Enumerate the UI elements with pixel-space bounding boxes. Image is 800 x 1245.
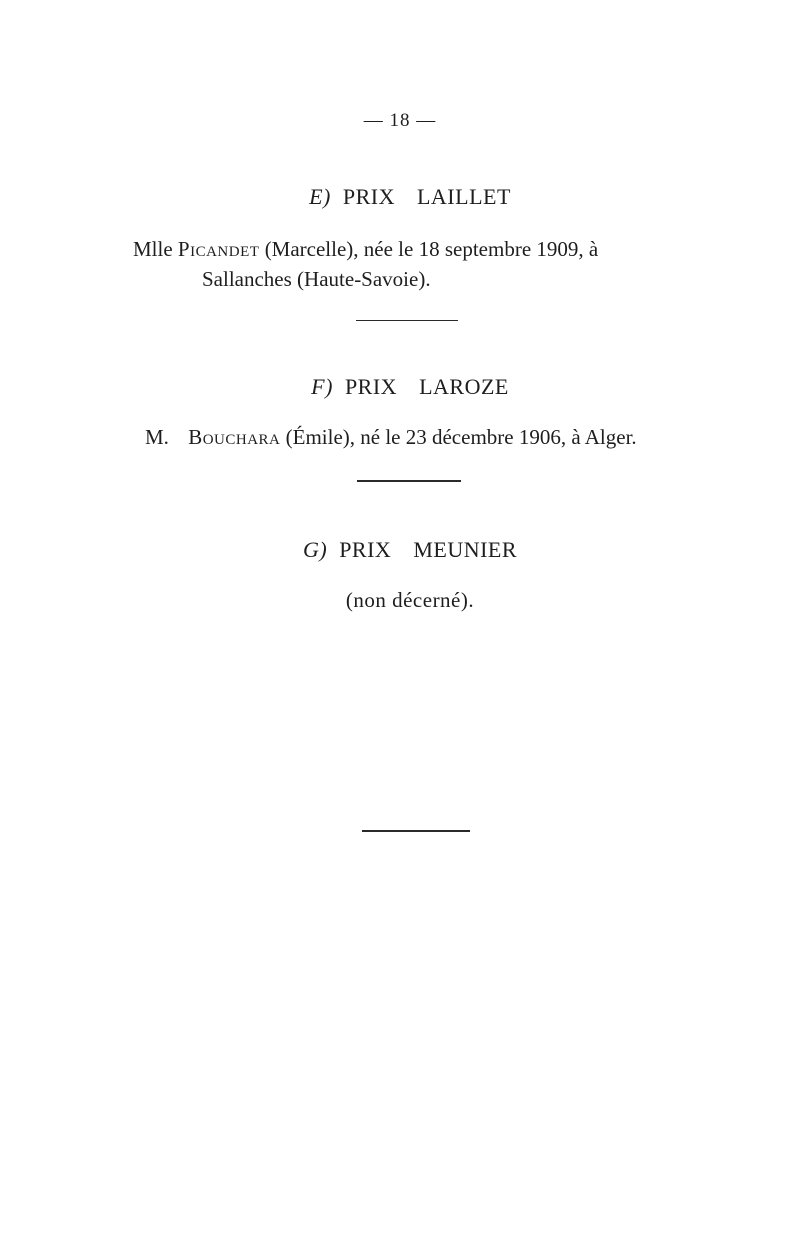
prize-word: PRIX [344,374,398,399]
prize-name: LAILLET [416,184,511,209]
separator-rule [356,320,458,321]
laureate-details: (Marcelle), née le 18 septembre 1909, à [264,237,599,261]
laureate-surname: Picandet [177,237,260,261]
section-letter: G) [302,537,328,562]
prize-word: PRIX [342,184,395,209]
prize-word: PRIX [339,537,392,562]
section-heading-f [0,374,800,400]
laureate-title: Mlle [133,237,173,261]
laureate-title: M. [145,425,169,449]
page-number: — 18 — [363,110,437,131]
laureate-entry-line2: Sallanches (Haute-Savoie). [202,267,431,291]
section-heading-g [0,537,800,563]
section-heading-e [0,184,800,210]
laureate-entry-line1 [133,234,598,264]
prize-name: MEUNIER [413,537,518,562]
laureate-details: (Émile), né le 23 décembre 1906, à Alger. [285,425,637,449]
section-letter: E) [309,184,331,209]
end-rule [362,830,470,832]
separator-rule [357,480,461,482]
section-letter: F) [311,374,333,399]
not-awarded-note: (non décerné). [345,588,475,612]
laureate-surname: Bouchara [188,425,281,449]
prize-name: LAROZE [419,374,509,399]
laureate-entry-line1 [145,422,637,452]
